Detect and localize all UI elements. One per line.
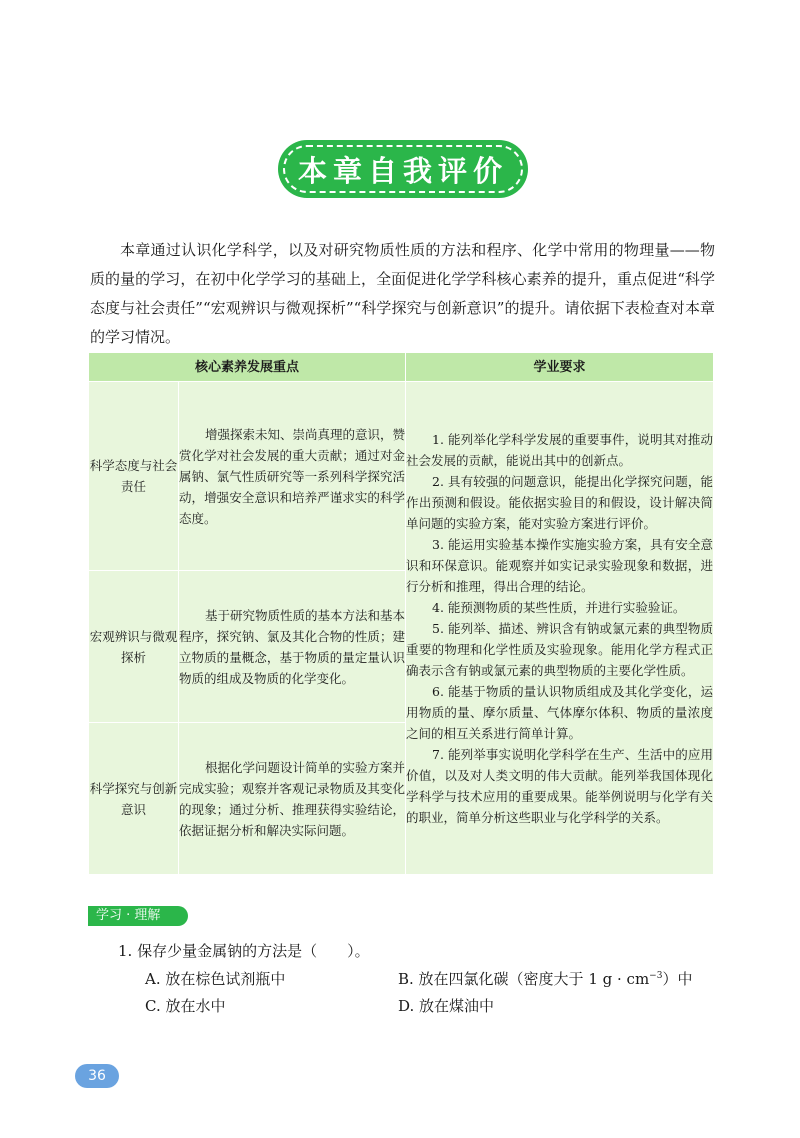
option-b-exponent: −3: [649, 971, 663, 981]
requirement-item: 2. 具有较强的问题意识，能提出化学探究问题，能作出预测和假设。能依据实验目的和假设，设计解决简单问题的实验方案，能对实验方案进行评价。: [406, 473, 714, 531]
header-academic-requirements: 学业要求: [406, 353, 714, 382]
page-number: 36: [75, 1064, 119, 1088]
requirement-item: 6. 能基于物质的量认识物质组成及其化学变化，运用物质的量、摩尔质量、气体摩尔体积、物质的量浓度之间的相互关系进行简单计算。: [406, 683, 714, 741]
requirement-item: 5. 能列举、描述、辨识含有钠或氯元素的典型物质重要的物理和化学性质及实验现象。能用化学方程式正确表示含有钠或氯元素的典型物质的主要化学性质。: [406, 620, 714, 678]
literacy-focus: [179, 723, 406, 875]
literacy-label: 宏观辨识与微观探析: [89, 571, 179, 723]
literacy-focus: [179, 382, 406, 571]
option-d: D. 放在煤油中: [398, 997, 495, 1015]
header-core-literacy: 核心素养发展重点: [89, 353, 406, 382]
requirement-item: 4. 能预测物质的某些性质，并进行实验验证。: [432, 599, 686, 615]
literacy-label: 科学态度与社会责任: [89, 382, 179, 571]
literacy-focus: [179, 571, 406, 723]
requirement-item: 7. 能列举事实说明化学科学在生产、生活中的应用价值，以及对人类文明的伟大贡献。能列举我国体现化学科学与技术应用的重要成果。能举例说明与化学有关的职业，简单分析这些职业与化学科学的关系。: [406, 746, 714, 825]
focus-text: 根据化学问题设计简单的实验方案并完成实验；观察并客观记录物质及其变化的现象；通过分析、推理获得实验结论，依据证据分析和解决实际问题。: [179, 759, 406, 838]
chapter-banner: [278, 140, 528, 198]
intro-paragraph: 本章通过认识化学科学，以及对研究物质性质的方法和程序、化学中常用的物理量——物质的量的学习，在初中化学学习的基础上，全面促进化学学科核心素养的提升，重点促进“科学态度与社会责任”“宏观辨识与微观探析”“科学探究与创新意识”的提升。请依据下表检查对本章的学习情况。: [90, 241, 715, 346]
option-c: C. 放在水中: [145, 997, 226, 1015]
option-b-text: B. 放在四氯化碳（密度大于 1 g · cm: [398, 970, 650, 988]
evaluation-table: [88, 352, 714, 875]
option-a: A. 放在棕色试剂瓶中: [145, 970, 286, 988]
requirements-cell: [406, 382, 714, 875]
literacy-label: 科学探究与创新意识: [89, 723, 179, 875]
requirement-item: 3. 能运用实验基本操作实施实验方案，具有安全意识和环保意识。能观察并如实记录实验现象和数据，进行分析和推理，得出合理的结论。: [406, 536, 714, 594]
question-stem: 1. 保存少量金属钠的方法是（ ）。: [118, 942, 370, 960]
focus-text: 基于研究物质性质的基本方法和基本程序，探究钠、氯及其化合物的性质；建立物质的量概念，基于物质的量定量认识物质的组成及物质的化学变化。: [179, 607, 406, 686]
table-row: [89, 382, 714, 571]
focus-text: 增强探索未知、崇尚真理的意识，赞赏化学对社会发展的重大贡献；通过对金属钠、氯气性质研究等一系列科学探究活动，增强安全意识和培养严谨求实的科学态度。: [179, 426, 406, 526]
requirement-item: 1. 能列举化学科学发展的重要事件，说明其对推动社会发展的贡献，能说出其中的创新点。: [406, 431, 714, 468]
banner-dashed-border: [283, 145, 523, 193]
option-b: [398, 968, 692, 989]
option-b-close: ）中: [662, 970, 693, 988]
table-header-row: [89, 353, 714, 382]
section-tag: 学习 · 理解: [88, 906, 188, 926]
banner-title: 本章自我评价: [297, 153, 508, 188]
